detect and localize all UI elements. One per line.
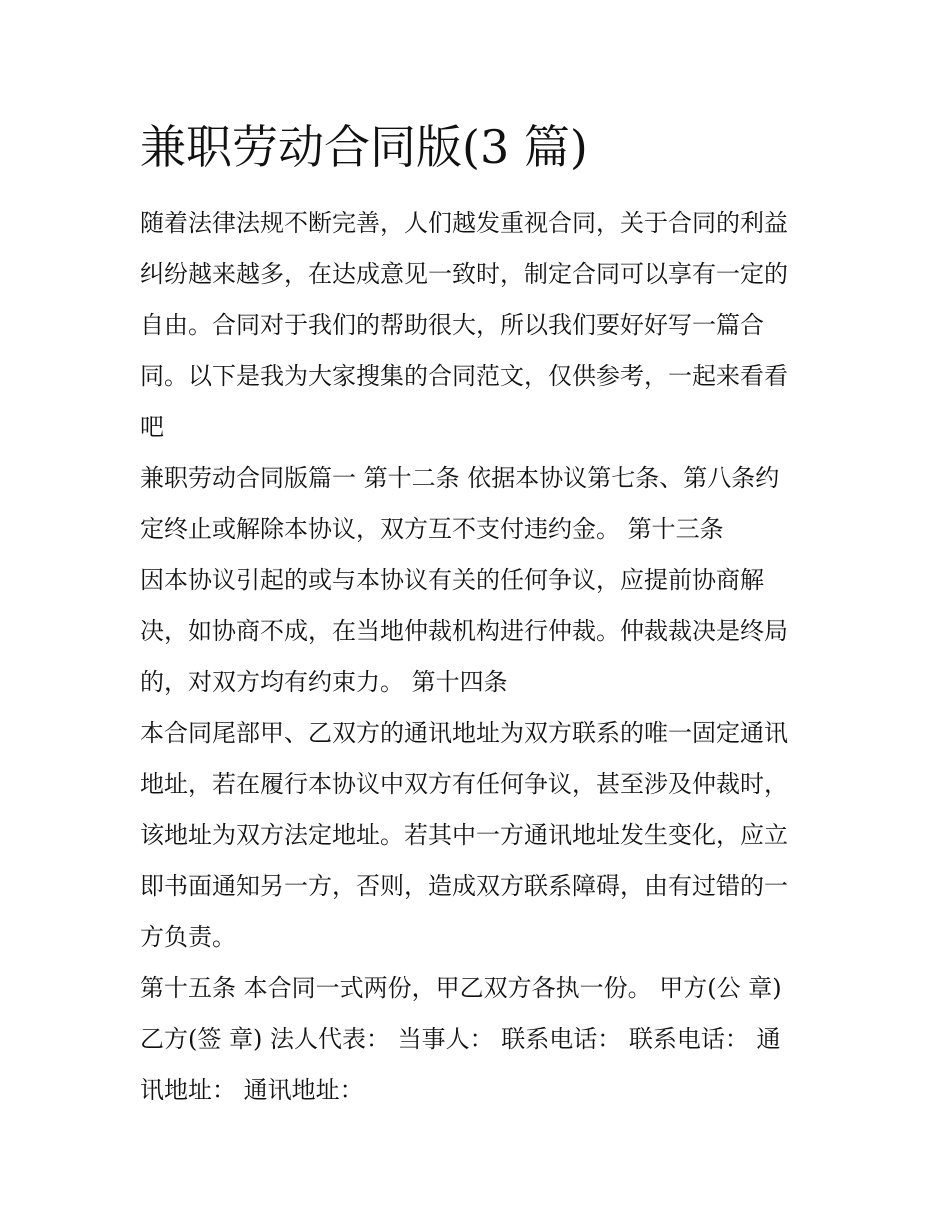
paragraph-article-14 <box>140 708 812 963</box>
text-line: 本合同尾部甲、乙双方的通讯地址为双方联系的唯一固定通讯 <box>140 719 788 747</box>
text-line: 纠纷越来越多，在达成意见一致时，制定合同可以享有一定的 <box>140 260 788 288</box>
paragraph-article-13 <box>140 555 812 708</box>
text-line: 随着法律法规不断完善，人们越发重视合同，关于合同的利益 <box>140 209 788 237</box>
text-line: 的，对双方均有约束力。 第十四条 <box>140 668 508 696</box>
text-line: 自由。合同对于我们的帮助很大，所以我们要好好写一篇合 <box>140 311 764 339</box>
text-line: 定终止或解除本协议，双方互不支付违约金。 第十三条 <box>140 515 724 543</box>
paragraph-article-12 <box>140 453 812 555</box>
text-line: 讯地址： 通讯地址： <box>140 1076 364 1104</box>
text-line: 兼职劳动合同版篇一 第十二条 依据本协议第七条、第八条约 <box>140 464 780 492</box>
text-line: 地址，若在履行本协议中双方有任何争议，甚至涉及仲裁时， <box>140 770 788 798</box>
document-title: 兼职劳动合同版(3 篇) <box>140 120 588 174</box>
text-line: 方负责。 <box>140 923 236 951</box>
text-line: 吧 <box>140 413 164 441</box>
text-line: 第十五条 本合同一式两份，甲乙双方各执一份。 甲方(公 章) <box>140 974 782 1002</box>
text-line: 因本协议引起的或与本协议有关的任何争议，应提前协商解 <box>140 566 764 594</box>
paragraph-intro <box>140 198 812 453</box>
text-line: 即书面通知另一方，否则，造成双方联系障碍，由有过错的一 <box>140 872 788 900</box>
text-line: 决，如协商不成，在当地仲裁机构进行仲裁。仲裁裁决是终局 <box>140 617 788 645</box>
text-line: 同。以下是我为大家搜集的合同范文，仅供参考，一起来看看 <box>140 362 788 390</box>
document-body <box>140 198 812 1116</box>
text-line: 该地址为双方法定地址。若其中一方通讯地址发生变化，应立 <box>140 821 788 849</box>
paragraph-article-15 <box>140 963 812 1116</box>
text-line: 乙方(签 章) 法人代表： 当事人： 联系电话： 联系电话： 通 <box>140 1025 781 1053</box>
